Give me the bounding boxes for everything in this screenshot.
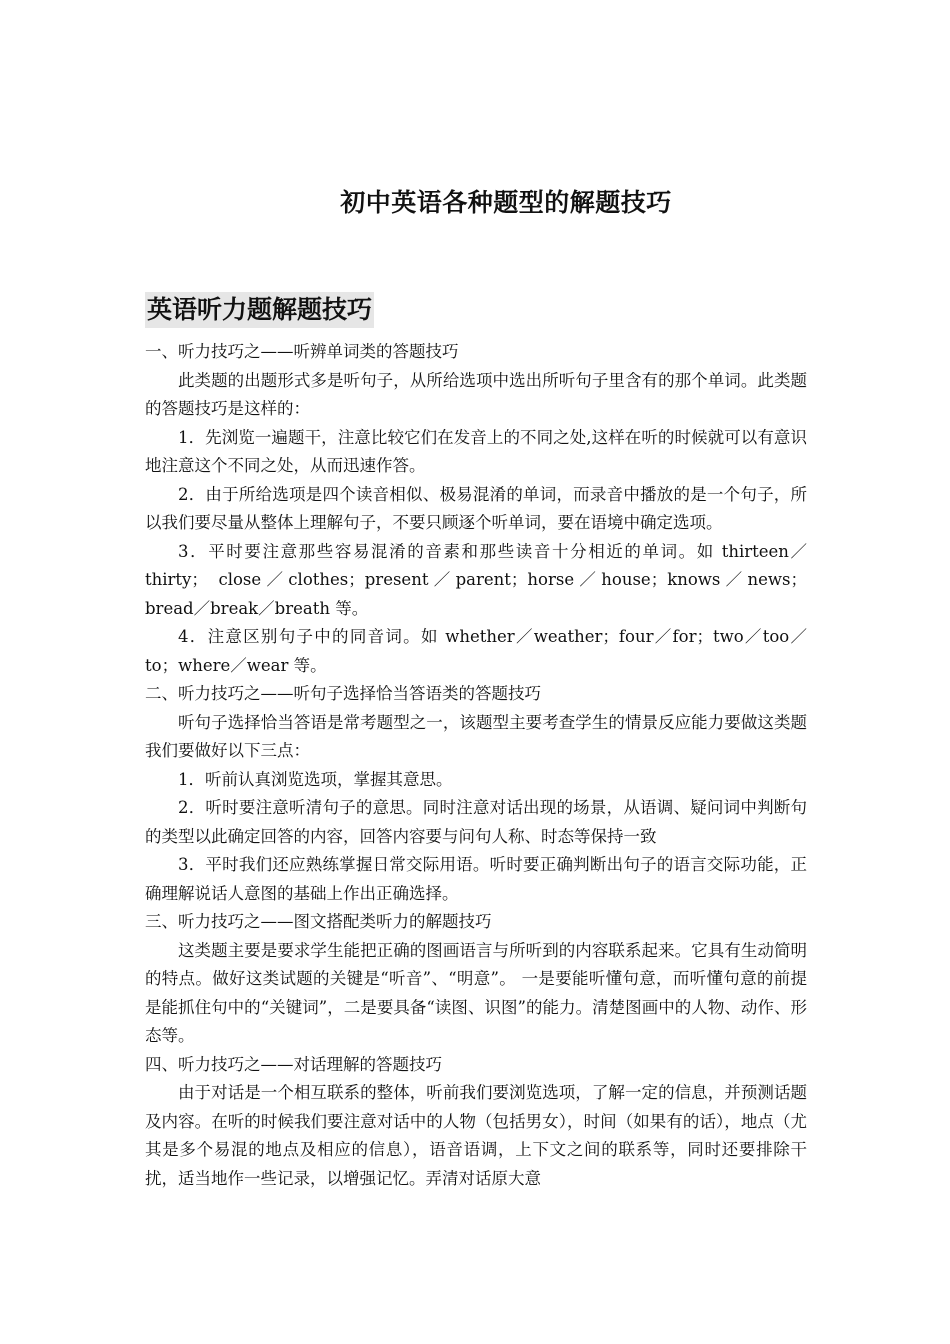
section-heading: 英语听力题解题技巧 — [145, 292, 374, 328]
document-body — [145, 338, 807, 1193]
subsection-heading: 二、听力技巧之——听句子选择恰当答语类的答题技巧 — [145, 684, 541, 703]
subsection-heading: 一、听力技巧之——听辨单词类的答题技巧 — [145, 342, 459, 361]
body-paragraph: 由于对话是一个相互联系的整体，听前我们要浏览选项，了解一定的信息，并预测话题及内容。在听的时候我们要注意对话中的人物（包括男女），时间（如果有的话），地点（尤其是多个易混的地点及相应的信息），语音语调，上下文之间的联系等，同时还要排除干扰，适当地作一些记录，以增强记忆。弄清对话原大意 — [145, 1083, 807, 1188]
body-paragraph: 听句子选择恰当答语是常考题型之一，该题型主要考查学生的情景反应能力要做这类题我们要做好以下三点： — [145, 712, 807, 760]
body-paragraph: 3．平时要注意那些容易混淆的音素和那些读音十分相近的单词。如 thirteen／thirty； close／clothes；present／parent；horse／house；knows／news；bread／break／breath 等。 — [145, 541, 807, 618]
body-paragraph: 3．平时我们还应熟练掌握日常交际用语。听时要正确判断出句子的语言交际功能，正确理解说话人意图的基础上作出正确选择。 — [145, 855, 807, 903]
body-paragraph: 2．由于所给选项是四个读音相似、极易混淆的单词，而录音中播放的是一个句子，所以我们要尽量从整体上理解句子，不要只顾逐个听单词，要在语境中确定选项。 — [145, 484, 807, 532]
document-title: 初中英语各种题型的解题技巧 — [340, 188, 672, 217]
body-paragraph: 4．注意区别句子中的同音词。如 whether／weather；four／for；two／too／to；where／wear 等。 — [145, 627, 807, 675]
body-paragraph: 此类题的出题形式多是听句子，从所给选项中选出所听句子里含有的那个单词。此类题的答题技巧是这样的： — [145, 370, 807, 418]
body-paragraph: 1．听前认真浏览选项，掌握其意思。 — [178, 769, 453, 789]
subsection-heading: 四、听力技巧之——对话理解的答题技巧 — [145, 1054, 442, 1074]
subsection-heading: 三、听力技巧之——图文搭配类听力的解题技巧 — [145, 912, 492, 931]
body-paragraph: 这类题主要是要求学生能把正确的图画语言与所听到的内容联系起来。它具有生动简明的特点。做好这类试题的关键是“听音”、“明意”。 一是要能听懂句意，而听懂句意的前提是能抓住句中的“关键词”，二是要具备“读图、识图”的能力。清楚图画中的人物、动作、形态等。 — [145, 940, 807, 1045]
body-paragraph: 2．听时要注意听清句子的意思。同时注意对话出现的场景，从语调、疑问词中判断句的类型以此确定回答的内容，回答内容要与问句人称、时态等保持一致 — [145, 798, 807, 846]
body-paragraph: 1．先浏览一遍题干，注意比较它们在发音上的不同之处,这样在听的时候就可以有意识地注意这个不同之处，从而迅速作答。 — [145, 427, 807, 475]
